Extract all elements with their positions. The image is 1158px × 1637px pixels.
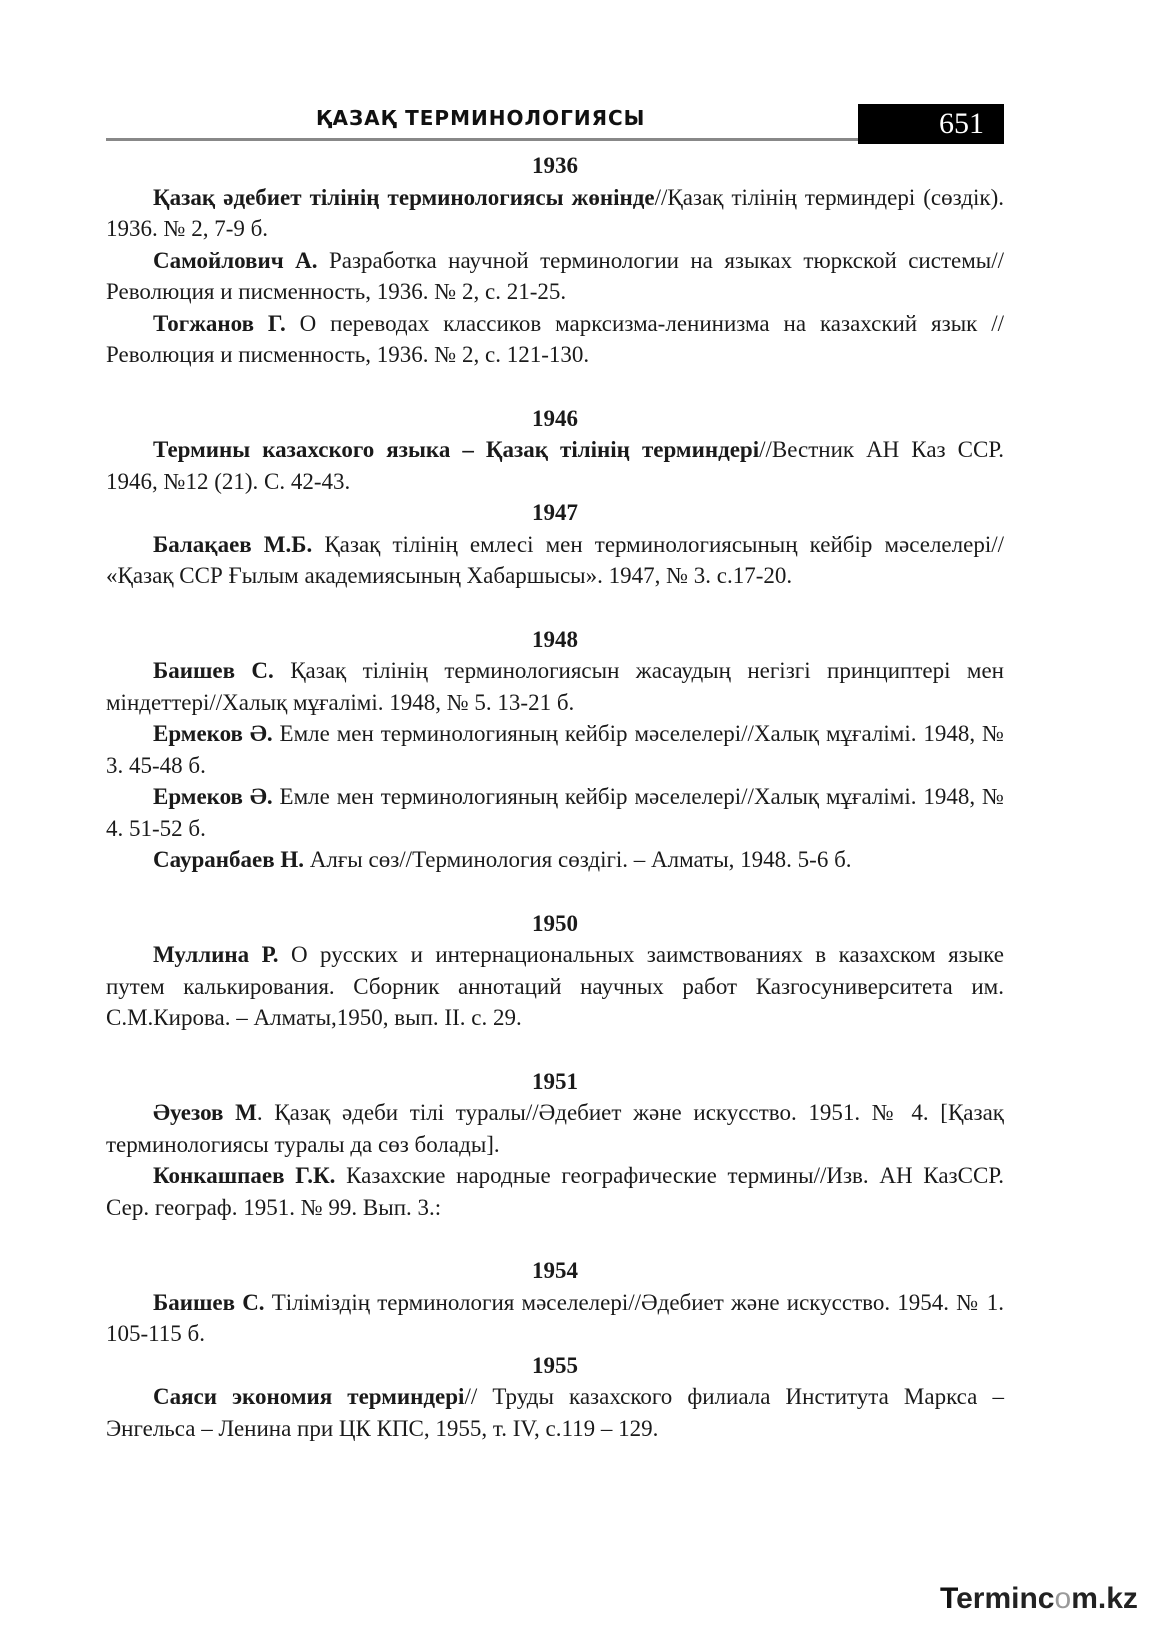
entry-author: Қазақ әдебиет тілінің терминологиясы жөнінде xyxy=(153,184,655,210)
entry-text: //Вестник АН Каз ССР. 1946, №12 (21). С. 42-43. xyxy=(106,437,1004,494)
year-heading: 1955 xyxy=(532,1352,578,1378)
watermark-domain: m.kz xyxy=(1071,1582,1138,1615)
entry-text: . Қазақ әдеби тілі туралы//Әдебиет және искусство. 1951. № 4. [Қазақ терминологиясы туралы да сөз болады]. xyxy=(106,1100,1004,1157)
entry xyxy=(106,182,1004,245)
year-heading: 1936 xyxy=(532,153,578,178)
spacer xyxy=(106,1034,1004,1066)
entry-author: Муллина Р. xyxy=(153,942,279,967)
entry-text: Алғы сөз//Терминология сөздігі. – Алматы, 1948. 5-6 б. xyxy=(304,847,852,872)
year-heading: 1951 xyxy=(532,1068,578,1094)
bibliography xyxy=(106,150,1004,1444)
entry xyxy=(106,655,1004,718)
entry-text: Разработка научной терминологии на языках тюркской системы//Революция и писменность, 1936. № 2, с. 21-25. xyxy=(106,247,1004,304)
watermark-t: T xyxy=(940,1582,957,1615)
entry-text: Казахские народные географические термины//Изв. АН КазССР. Сер. географ. 1951. № 99. Вып. 3.: xyxy=(106,1163,1004,1220)
entry-text: Емле мен терминологияның кейбір мәселелері//Халық мұғалімі. 1948, № 4. 51-52 б. xyxy=(106,784,1004,841)
entry-author: Саяси экономия терминдері xyxy=(153,1384,465,1409)
entry xyxy=(106,1381,1004,1444)
entry-author: Балақаев М.Б. xyxy=(153,531,313,557)
entry xyxy=(106,1097,1004,1160)
watermark-magnifier-icon: o xyxy=(1054,1582,1072,1615)
entry-author: Самойлович А. xyxy=(153,247,318,273)
entry xyxy=(106,939,1004,1034)
running-title: ҚАЗАҚ ТЕРМИНОЛОГИЯСЫ xyxy=(316,106,646,130)
year-heading: 1947 xyxy=(532,500,578,525)
entry-text: Қазақ тілінің емлесі мен терминологиясының кейбір мәселелері// «Қазақ ССР Ғылым академиясының Хабаршысы». 1947, № 3. с.17-20. xyxy=(106,531,1004,588)
site-watermark xyxy=(940,1582,1140,1622)
year-heading: 1950 xyxy=(532,910,578,936)
entry-author: Конкашпаев Г.К. xyxy=(153,1163,336,1188)
year-heading: 1946 xyxy=(532,405,578,431)
entry-text: // Труды казахского филиала Института Маркса – Энгельса – Ленина при ЦК КПС, 1955, т. IV, с.119 – 129. xyxy=(106,1384,1004,1441)
entry xyxy=(106,781,1004,844)
entry xyxy=(106,245,1004,308)
entry xyxy=(106,1287,1004,1350)
header-rule xyxy=(106,138,858,141)
entry-author: Сауранбаев Н. xyxy=(153,847,305,872)
entry-text: Емле мен терминологияның кейбір мәселелері//Халық мұғалімі. 1948, № 3. 45-48 б. xyxy=(106,721,1004,778)
page-number-box xyxy=(858,104,1004,144)
entry-text: Қазақ тілінің терминологиясын жасаудың негізгі принциптері мен міндеттері//Халық мұғалімі. 1948, № 5. 13-21 б. xyxy=(106,658,1004,715)
entry xyxy=(106,434,1004,497)
entry-author: Әуезов М xyxy=(153,1100,257,1125)
page-number: 651 xyxy=(939,107,984,140)
entry-text: Тіліміздің терминология мәселелері//Әдебиет және искусство. 1954. № 1. 105-115 б. xyxy=(106,1289,1005,1346)
entry xyxy=(106,308,1004,371)
entry-author: Тогжанов Г. xyxy=(153,310,286,336)
entry xyxy=(106,844,1004,876)
entry-text: О русских и интернациональных заимствованиях в казахском языке путем калькирования. Сборник аннотаций научных работ Казгосуниверситета им. С.М.Кирова. – Алматы,1950, вып. II. с. 29. xyxy=(106,942,1004,1030)
entry-author: Термины казахского языка – Қазақ тілінің терминдері xyxy=(153,437,760,462)
entry-author: Ермеков Ә. xyxy=(153,784,273,809)
year-heading: 1954 xyxy=(532,1258,578,1283)
year-heading: 1948 xyxy=(532,626,578,652)
entry xyxy=(106,529,1004,592)
entry-author: Баишев С. xyxy=(153,658,274,683)
entry-text: //Қазақ тілінің терминдері (сөздік). 1936. № 2, 7-9 б. xyxy=(106,184,1004,241)
page-header xyxy=(106,104,1004,148)
spacer xyxy=(106,876,1004,908)
spacer xyxy=(106,371,1004,403)
entry xyxy=(106,718,1004,781)
entry-text: О переводах классиков марксизма-ленинизма на казахский язык //Революция и писменность, 1936. № 2, с. 121-130. xyxy=(106,310,1004,367)
entry-author: Ермеков Ә. xyxy=(153,721,273,746)
watermark-text: erminc xyxy=(956,1582,1055,1615)
entry-author: Баишев С. xyxy=(153,1289,265,1315)
spacer xyxy=(106,592,1004,624)
spacer xyxy=(106,1223,1004,1255)
entry xyxy=(106,1160,1004,1223)
